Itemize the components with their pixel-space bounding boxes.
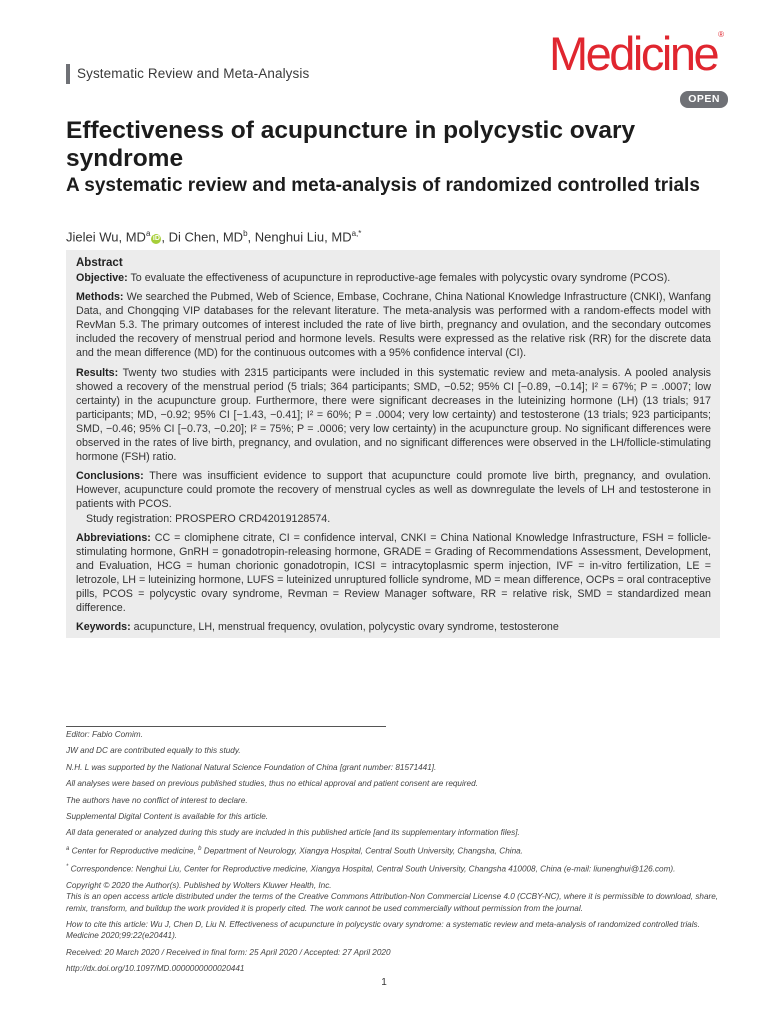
abbreviations-label: Abbreviations: bbox=[76, 531, 151, 544]
methods-text: We searched the Pubmed, Web of Science, Embase, Cochrane, China National Knowledge Infrastructure (CNKI), Wanfang Data, and Chongqing VIP databases for the relevant literature. The meta-analysis was performed with a random-effects model with RevMan 5.3. The primary outcomes of interest included the rate of live birth, pregnancy and ovulation, and the secondary outcomes included the recovery of menstrual period and hormone levels. Results were expressed as the relative risk (RR) for the discrete data and the mean difference (MD) for the continuous outcomes with a 95% confidence interval (CI). bbox=[76, 291, 711, 360]
methods-label: Methods: bbox=[76, 291, 124, 304]
abstract-heading: Abstract bbox=[76, 257, 123, 269]
copyright-text: Copyright © 2020 the Author(s). Published by Wolters Kluwer Health, Inc. bbox=[66, 880, 332, 890]
author-name: Jielei Wu, MD bbox=[66, 229, 146, 245]
author-list: Jielei Wu, $MD^aiD$ , Di Chen, $MD^b$, Nenghui Liu, $MD^{a,*}$ bbox=[66, 229, 362, 245]
abstract-box bbox=[66, 250, 720, 638]
doi-link[interactable]: http://dx.doi.org/10.1097/MD.0000000000020441 bbox=[66, 964, 245, 974]
footnote-dates: Received: 20 March 2020 / Received in final form: 25 April 2020 / Accepted: 27 April 2020 bbox=[66, 947, 391, 957]
footnote-divider bbox=[66, 726, 386, 727]
objective-text: To evaluate the effectiveness of acupuncture in reproductive-age females with polycystic ovary syndrome (PCOS). bbox=[130, 272, 671, 284]
footnote-funding: N.H. L was supported by the National Natural Science Foundation of China [grant number: 81571441]. bbox=[66, 762, 437, 772]
conclusions-label: Conclusions: bbox=[76, 470, 144, 483]
registered-mark: ® bbox=[718, 30, 724, 39]
footnote-supplemental: Supplemental Digital Content is available for this article. bbox=[66, 811, 269, 821]
author-name: Di Chen, MD bbox=[168, 229, 244, 245]
footnote-data-availability: All data generated or analyzed during this study are included in this published article [and its supplementary information files]. bbox=[66, 828, 520, 838]
license-text: This is an open access article distributed under the terms of the Creative Commons Attribution-Non Commercial License 4.0 (CCBY-NC), where it is permissible to download, share, remix, transform, and buildup the work provided it is properly cited. The work cannot be used commercially without permission from the journal. bbox=[66, 892, 719, 913]
footnote-copyright-license bbox=[66, 880, 726, 914]
affiliation-marker: b bbox=[198, 845, 202, 852]
abbreviations-text: CC = clomiphene citrate, CI = confidence interval, CNKI = China National Knowledge Infrastructure, FSH = follicle-stimulating hormone, GnRH = gonadotropin-releasing hormone, GRADE = Grading of Recommendations Assessment, Development, and Evaluation, HCG = human chorionic gonadotropin, ICSI = intracytoplasmic sperm injection, IVF = in-vitro fertilization, LE = letrozole, LH = luteinizing hormone, LUFS = luteinized unruptured follicle syndrome, MD = mean difference, OCPs = oral contraceptive pills, PCOS = polycystic ovary syndrome, Revman = Review Manager software, RR = relative risk, SMD = standardized mean difference. bbox=[76, 531, 711, 615]
article-subtitle: A systematic review and meta-analysis of randomized controlled trials bbox=[66, 175, 700, 196]
orcid-icon[interactable]: iD bbox=[152, 235, 160, 243]
footnote-affiliations bbox=[66, 844, 726, 857]
results-text: Twenty two studies with 2315 participants were included in this systematic review and meta-analysis. A pooled analysis showed a recovery of the menstrual period (5 trials; 364 participants; SMD, −0.52; 95% CI [−0.89, −0.14]; I² = 67%; P = .0007; low certainty) in the acupuncture group. Furthermore, there were significant decreases in the luteinizing hormone (LH) (13 trials; 917 participants; MD, −0.92; 95% CI [−1.43, −0.41]; I² = 60%; P = .0004; very low certainty) and testosterone (13 trials; 923 participants; SMD, −0.46; 95% CI [−0.73, −0.20]; I² = 75%; P = .0006; very low certainty) in the acupuncture group. No significant differences were observed in the rates of live birth, pregnancy, and ovulation, and no significant differences were observed in the LH/follicle-stimulating hormone (FSH) ratio. bbox=[76, 366, 712, 464]
journal-name: Medicine bbox=[549, 27, 718, 80]
abstract-conclusions bbox=[76, 469, 711, 511]
footnote-correspondence bbox=[66, 862, 726, 875]
author-name: Nenghui Liu, MD bbox=[254, 229, 352, 245]
keywords-text: acupuncture, LH, menstrual frequency, ovulation, polycystic ovary syndrome, testosterone bbox=[133, 621, 559, 634]
footnote-citation: How to cite this article: Wu J, Chen D, Liu N. Effectiveness of acupuncture in polycystic ovary syndrome: a systematic review and meta-analysis of randomized controlled trials. Medicine 2020;99:22(e20441). bbox=[66, 919, 700, 941]
journal-logo bbox=[549, 27, 724, 80]
study-registration: Study registration: PROSPERO CRD42019128574. bbox=[86, 512, 331, 525]
affiliation-a: Center for Reproductive medicine, bbox=[71, 846, 196, 856]
footnote-ethics: All analyses were based on previous published studies, thus no ethical approval and patient consent are required. bbox=[66, 779, 478, 789]
correspondence-text: Correspondence: Nenghui Liu, Center for Reproductive medicine, Xiangya Hospital, Central South University, Changsha 410008, China (e-mail: liunenghui@126.com). bbox=[70, 864, 676, 874]
footnote-equal-contribution: JW and DC are contributed equally to this study. bbox=[66, 746, 241, 756]
open-access-badge: OPEN bbox=[680, 91, 728, 108]
affiliation-marker: a bbox=[66, 845, 70, 852]
objective-label: Objective: bbox=[76, 272, 128, 284]
abstract-methods bbox=[76, 290, 711, 360]
abstract-abbreviations bbox=[76, 531, 711, 616]
article-section-label: Systematic Review and Meta-Analysis bbox=[66, 64, 309, 84]
article-title: Effectiveness of acupuncture in polycystic ovary syndrome bbox=[66, 117, 636, 172]
abstract-objective bbox=[76, 271, 711, 285]
conclusions-text: There was insufficient evidence to support that acupuncture could promote live birth, pregnancy, and ovulation. However, acupuncture could promote the recovery of menstrual cycles as well as downregulate the levels of LH and testosterone in patients with PCOS. bbox=[76, 470, 711, 511]
author-affiliation-marker: b bbox=[243, 229, 248, 238]
results-label: Results: bbox=[76, 366, 119, 379]
correspondence-marker: * bbox=[66, 863, 69, 870]
footnotes bbox=[66, 729, 726, 979]
abstract-results bbox=[76, 366, 711, 465]
footnote-editor: Editor: Fabio Comim. bbox=[66, 730, 143, 739]
keywords-label: Keywords: bbox=[76, 621, 131, 634]
affiliation-b: Department of Neurology, Xiangya Hospital, Central South University, Changsha, China. bbox=[203, 846, 523, 856]
footnote-conflict: The authors have no conflict of interest to declare. bbox=[66, 795, 248, 805]
page-number: 1 bbox=[381, 977, 387, 988]
abstract-keywords bbox=[76, 620, 711, 634]
author-affiliation-marker: a,* bbox=[351, 229, 362, 238]
author-affiliation-marker: a bbox=[145, 229, 151, 238]
